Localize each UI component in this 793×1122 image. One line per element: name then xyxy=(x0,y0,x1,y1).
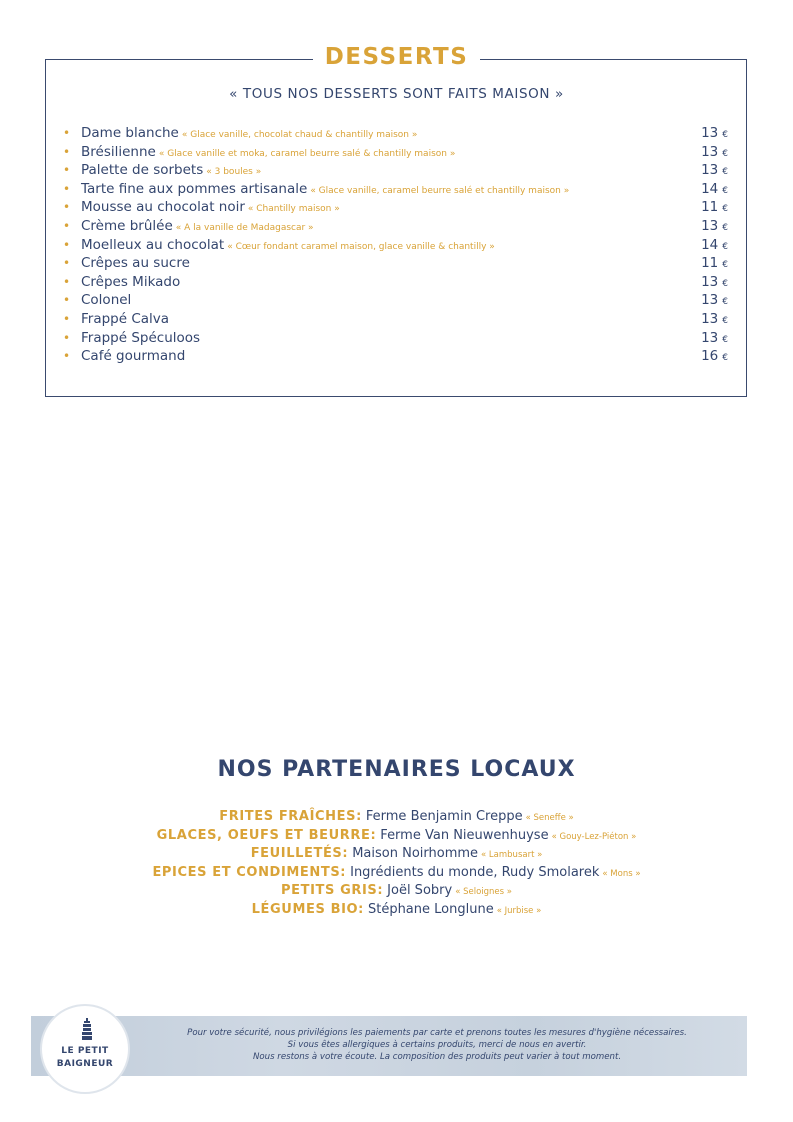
logo-text-line1: LE PETIT xyxy=(61,1046,109,1056)
dessert-price xyxy=(701,236,728,257)
partner-name: Ingrédients du monde, Rudy Smolarek xyxy=(350,864,600,880)
partner-category: FEUILLETÉS: xyxy=(250,846,349,861)
currency-symbol: € xyxy=(722,185,728,196)
currency-symbol: € xyxy=(722,222,728,233)
dessert-name-line xyxy=(81,310,172,331)
dessert-item xyxy=(63,180,728,199)
partner-category: EPICES ET CONDIMENTS: xyxy=(152,864,347,880)
dessert-item xyxy=(63,347,728,366)
currency-symbol: € xyxy=(722,204,728,215)
dessert-description: « 3 boules » xyxy=(206,167,262,178)
dessert-item xyxy=(63,161,728,180)
partner-name: Joël Sobry xyxy=(387,883,453,898)
bullet-icon: • xyxy=(63,144,71,159)
dessert-name: Crème brûlée xyxy=(81,217,173,234)
partner-category: PETITS GRIS: xyxy=(281,883,384,898)
footer-note-line: Nous restons à votre écoute. La composition des produits peut varier à tout moment. xyxy=(252,1052,622,1062)
dessert-price xyxy=(701,161,728,182)
dessert-name: Moelleux au chocolat xyxy=(81,236,225,253)
dessert-description: « Chantilly maison » xyxy=(247,204,340,215)
partner-location: « Gouy-Lez-Piéton » xyxy=(551,831,637,842)
dessert-description: « Glace vanille, caramel beurre salé et chantilly maison » xyxy=(310,185,570,196)
desserts-list xyxy=(63,124,728,366)
logo-text-line2: BAIGNEUR xyxy=(56,1059,114,1069)
price-value: 13 xyxy=(701,292,719,309)
dessert-name: Crêpes Mikado xyxy=(81,273,181,290)
dessert-name: Café gourmand xyxy=(81,348,186,365)
desserts-title: DESSERTS xyxy=(0,44,793,70)
dessert-item xyxy=(63,310,728,329)
price-value: 13 xyxy=(701,329,719,346)
price-value: 11 xyxy=(701,199,719,216)
dessert-price xyxy=(701,254,728,275)
dessert-description: « Glace vanille, chocolat chaud & chantilly maison » xyxy=(181,130,418,140)
dessert-price xyxy=(701,347,728,368)
currency-symbol: € xyxy=(722,334,728,345)
partner-location: « Mons » xyxy=(602,868,641,879)
currency-symbol: € xyxy=(722,148,728,159)
bullet-icon: • xyxy=(63,256,71,271)
dessert-price xyxy=(701,291,728,312)
bullet-icon: • xyxy=(63,237,71,252)
bullet-icon: • xyxy=(63,218,71,233)
currency-symbol: € xyxy=(722,353,728,364)
dessert-price xyxy=(701,143,728,164)
dessert-item xyxy=(63,236,728,255)
dessert-name-line xyxy=(81,329,203,350)
partner-row xyxy=(0,806,793,825)
currency-symbol: € xyxy=(722,315,728,326)
partners-title: NOS PARTENAIRES LOCAUX xyxy=(217,757,576,782)
bullet-icon: • xyxy=(63,311,71,326)
partner-name: Stéphane Longlune xyxy=(367,901,494,917)
currency-symbol: € xyxy=(722,278,728,289)
currency-symbol: € xyxy=(722,260,728,271)
bullet-icon: • xyxy=(63,330,71,345)
price-value: 14 xyxy=(701,236,719,253)
price-value: 13 xyxy=(701,162,719,179)
dessert-name-line xyxy=(81,161,261,182)
dessert-item xyxy=(63,198,728,217)
dessert-item xyxy=(63,273,728,292)
dessert-name: Tarte fine aux pommes artisanale xyxy=(81,180,308,197)
dessert-item xyxy=(63,291,728,310)
partner-row xyxy=(0,825,793,844)
bullet-icon: • xyxy=(63,293,71,308)
dessert-price xyxy=(701,273,728,294)
dessert-name: Frappé Calva xyxy=(81,310,170,327)
dessert-name-line xyxy=(81,273,183,294)
partner-row xyxy=(0,843,793,862)
dessert-name-line xyxy=(81,124,417,145)
dessert-description: « A la vanille de Madagascar » xyxy=(175,222,314,233)
dessert-name: Brésilienne xyxy=(81,143,156,160)
desserts-subtitle: « TOUS NOS DESSERTS SONT FAITS MAISON » xyxy=(229,86,564,102)
partner-row xyxy=(0,862,793,881)
partners-list xyxy=(0,806,793,917)
bullet-icon: • xyxy=(63,163,71,178)
partner-name: Ferme Benjamin Creppe xyxy=(365,809,523,824)
dessert-item xyxy=(63,217,728,236)
price-value: 16 xyxy=(701,348,719,365)
partner-name: Ferme Van Nieuwenhuyse xyxy=(380,827,549,843)
currency-symbol: € xyxy=(722,297,728,308)
bottle-icon xyxy=(81,1018,93,1040)
currency-symbol: € xyxy=(722,167,728,178)
dessert-name-line xyxy=(81,291,134,312)
partner-row xyxy=(0,880,793,899)
dessert-name: Colonel xyxy=(81,292,132,309)
price-value: 11 xyxy=(701,255,719,272)
dessert-name-line xyxy=(81,236,495,257)
partner-location: « Lambusart » xyxy=(481,850,543,860)
footer-note xyxy=(151,1027,723,1063)
footer-note-line: Si vous êtes allergiques à certains produits, merci de nous en avertir. xyxy=(287,1040,587,1050)
dessert-name-line xyxy=(81,180,569,201)
dessert-name-line xyxy=(81,347,188,368)
price-value: 13 xyxy=(701,310,719,327)
partner-category: LÉGUMES BIO: xyxy=(251,901,364,917)
partner-name: Maison Noirhomme xyxy=(352,846,479,861)
dessert-name-line xyxy=(81,198,340,219)
dessert-name: Mousse au chocolat noir xyxy=(81,199,245,216)
dessert-item xyxy=(63,329,728,348)
dessert-name-line xyxy=(81,217,314,238)
dessert-name-line xyxy=(81,143,455,164)
price-value: 13 xyxy=(701,217,719,234)
dessert-item xyxy=(63,254,728,273)
restaurant-logo xyxy=(40,1004,130,1094)
price-value: 13 xyxy=(701,143,719,160)
dessert-item xyxy=(63,124,728,143)
footer-note-line: Pour votre sécurité, nous privilégions les paiements par carte et prenons toutes les mesures d'hygiène nécessaires. xyxy=(187,1028,687,1038)
dessert-name: Frappé Spéculoos xyxy=(81,329,201,346)
footer-banner xyxy=(31,1016,747,1076)
price-value: 13 xyxy=(701,273,719,290)
dessert-name: Crêpes au sucre xyxy=(81,255,190,272)
currency-symbol: € xyxy=(722,241,728,252)
price-value: 14 xyxy=(701,180,719,197)
bullet-icon: • xyxy=(63,181,71,196)
partner-location: « Jurbise » xyxy=(496,905,542,916)
dessert-price xyxy=(701,329,728,350)
currency-symbol: € xyxy=(722,130,728,140)
partner-location: « Seneffe » xyxy=(525,813,574,823)
dessert-name: Palette de sorbets xyxy=(81,162,204,179)
bullet-icon: • xyxy=(63,126,71,140)
partner-category: GLACES, OEUFS ET BEURRE: xyxy=(156,827,377,843)
partner-row xyxy=(0,899,793,918)
price-value: 13 xyxy=(701,125,719,141)
bullet-icon: • xyxy=(63,200,71,215)
partner-location: « Seloignes » xyxy=(455,887,512,897)
dessert-name-line xyxy=(81,254,193,275)
dessert-name: Dame blanche xyxy=(81,125,179,141)
dessert-item xyxy=(63,143,728,162)
dessert-price xyxy=(701,198,728,219)
bullet-icon: • xyxy=(63,349,71,364)
dessert-price xyxy=(701,310,728,331)
dessert-description: « Glace vanille et moka, caramel beurre salé & chantilly maison » xyxy=(158,148,456,159)
dessert-description: « Cœur fondant caramel maison, glace vanille & chantilly » xyxy=(227,241,495,252)
dessert-price xyxy=(701,124,728,145)
dessert-price xyxy=(701,180,728,201)
partner-category: FRITES FRAÎCHES: xyxy=(219,809,362,824)
bullet-icon: • xyxy=(63,274,71,289)
dessert-price xyxy=(701,217,728,238)
